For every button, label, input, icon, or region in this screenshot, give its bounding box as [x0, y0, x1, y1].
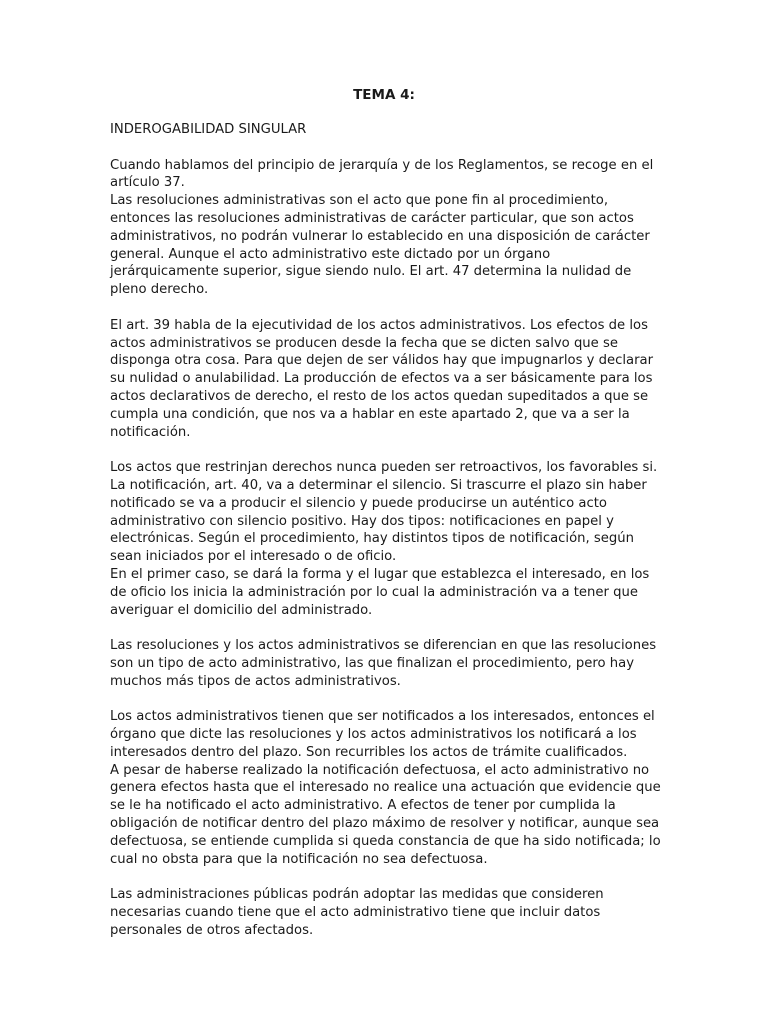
paragraph: Las administraciones públicas podrán adoptar las medidas que consideren necesarias cuando tiene que el acto administrativo tiene que incluir datos personales de otros afectados. [110, 887, 604, 938]
paragraph-spacer [110, 619, 662, 637]
paragraph: A pesar de haberse realizado la notificación defectuosa, el acto administrativo no genera efectos hasta que el interesado no realice una actuación que evidencie que se le ha notificado el acto administrativo. A efectos de tener por cumplida la obligación de notificar dentro del plazo máximo de resolver y notificar, aunque sea defectuosa, se entiende cumplida si queda constancia de que ha sido notificada; lo cual no obsta para que la notificación no sea defectuosa. [110, 762, 661, 867]
paragraph: En el primer caso, se dará la forma y el lugar que establezca el interesado, en los de oficio los inicia la administración por lo cual la administración va a tener que averiguar el domicilio del administrado. [110, 566, 650, 618]
paragraph: Los actos que restrinjan derechos nunca pueden ser retroactivos, los favorables si. La notificación, art. 40, va a determinar el silencio. Si trascurre el plazo sin haber notificado se va a producir el silencio y puede producirse un auténtico acto administrativo con silencio positivo. Hay dos tipos: notificaciones en papel y electrónicas. Según el procedimiento, hay distintos tipos de notificación, según sean iniciados por el interesado o de oficio. [110, 460, 658, 565]
paragraph: Las resoluciones y los actos administrativos se diferencian en que las resoluciones son un tipo de acto administrativo, las que finalizan el procedimiento, pero hay muchos más tipos de actos administrativos. [110, 638, 657, 689]
paragraph-spacer [110, 868, 662, 886]
paragraph-spacer [110, 691, 662, 709]
paragraph: Los actos administrativos tienen que ser notificados a los interesados, entonces el órgano que dicte las resoluciones y los actos administrativos los notificará a los interesados dentro del plazo. Son recurribles los actos de trámite cualificados. [110, 709, 655, 760]
document-title: TEMA 4: [353, 87, 415, 103]
paragraph: Las resoluciones administrativas son el acto que pone fin al procedimiento, entonces las resoluciones administrativas de carácter particular, que son actos administrativos, no podrán vulnerar lo establecido en una disposición de carácter general. Aunque el acto administrativo este dictado por un órgano jerárquicamente superior, sigue siendo nulo. El art. 47 determina la nulidad de pleno derecho. [110, 193, 650, 298]
paragraph: Cuando hablamos del principio de jerarquía y de los Reglamentos, se recoge en el artículo 37. [110, 157, 654, 191]
paragraph-spacer [110, 441, 662, 459]
document-body [110, 121, 662, 940]
section-heading: INDEROGABILIDAD SINGULAR [110, 122, 307, 137]
paragraph-spacer [110, 139, 662, 157]
paragraph-spacer [110, 299, 662, 317]
paragraph: El art. 39 habla de la ejecutividad de los actos administrativos. Los efectos de los actos administrativos se producen desde la fecha que se dicten salvo que se disponga otra cosa. Para que dejen de ser válidos hay que impugnarlos y declarar su nulidad o anulabilidad. La producción de efectos va a ser básicamente para los actos declarativos de derecho, el resto de los actos quedan supeditados a que se cumpla una condición, que nos va a hablar en este apartado 2, que va a ser la notificación. [110, 317, 654, 440]
